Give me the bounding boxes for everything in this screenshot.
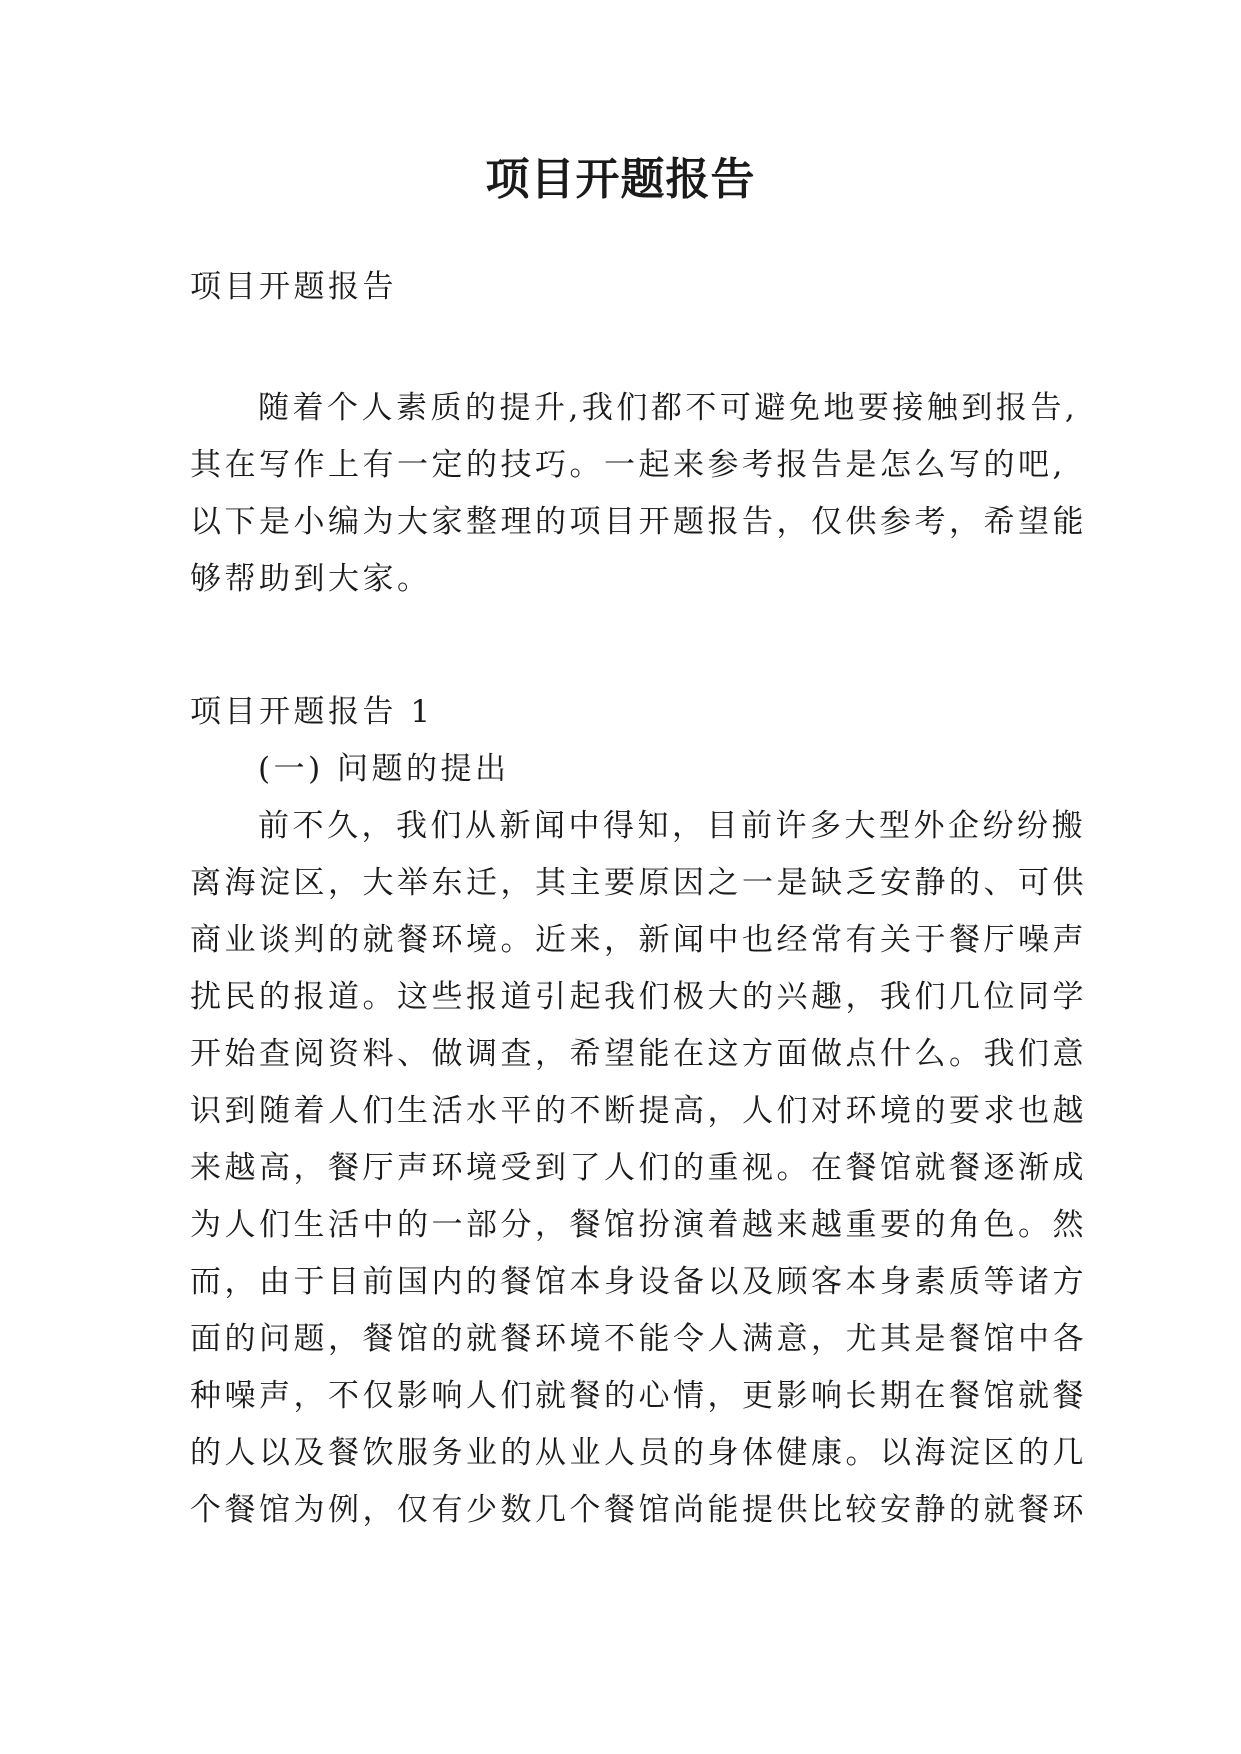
body-line: 为人们生活中的一部分，餐馆扮演着越来越重要的角色。然 (190, 1207, 1087, 1243)
intro-line: 其在写作上有一定的技巧。一起来参考报告是怎么写的吧, (190, 447, 1066, 483)
intro-line: 以下是小编为大家整理的项目开题报告，仅供参考，希望能 (190, 504, 1087, 540)
body-line: 的人以及餐饮服务业的从业人员的身体健康。以海淀区的几 (190, 1435, 1087, 1471)
body-line: 开始查阅资料、做调查，希望能在这方面做点什么。我们意 (190, 1036, 1087, 1072)
body-line: 来越高，餐厅声环境受到了人们的重视。在餐馆就餐逐渐成 (190, 1150, 1087, 1186)
body-line: 前不久，我们从新闻中得知，目前许多大型外企纷纷搬 (258, 808, 1086, 844)
intro-line: 够帮助到大家。 (190, 561, 432, 597)
document-title: 项目开题报告 (485, 154, 756, 205)
intro-line: 随着个人素质的提升,我们都不可避免地要接触到报告, (258, 390, 1079, 426)
body-line: 离海淀区，大举东迁，其主要原因之一是缺乏安静的、可供 (190, 865, 1087, 901)
body-line: 个餐馆为例，仅有少数几个餐馆尚能提供比较安静的就餐环 (190, 1492, 1087, 1528)
body-line: 扰民的报道。这些报道引起我们极大的兴趣，我们几位同学 (190, 979, 1087, 1015)
body-line: 而，由于目前国内的餐馆本身设备以及顾客本身素质等诸方 (190, 1264, 1087, 1300)
body-line: 种噪声，不仅影响人们就餐的心情，更影响长期在餐馆就餐 (190, 1378, 1087, 1414)
body-line: 识到随着人们生活水平的不断提高，人们对环境的要求也越 (190, 1093, 1087, 1129)
body-line: 商业谈判的就餐环境。近来，新闻中也经常有关于餐厅噪声 (190, 922, 1087, 958)
body-line: 面的问题，餐馆的就餐环境不能令人满意，尤其是餐馆中各 (190, 1321, 1087, 1357)
section-heading: 项目开题报告 1 (190, 694, 434, 730)
document-subtitle: 项目开题报告 (190, 269, 397, 305)
subsection-heading: (一) 问题的提出 (258, 751, 510, 787)
